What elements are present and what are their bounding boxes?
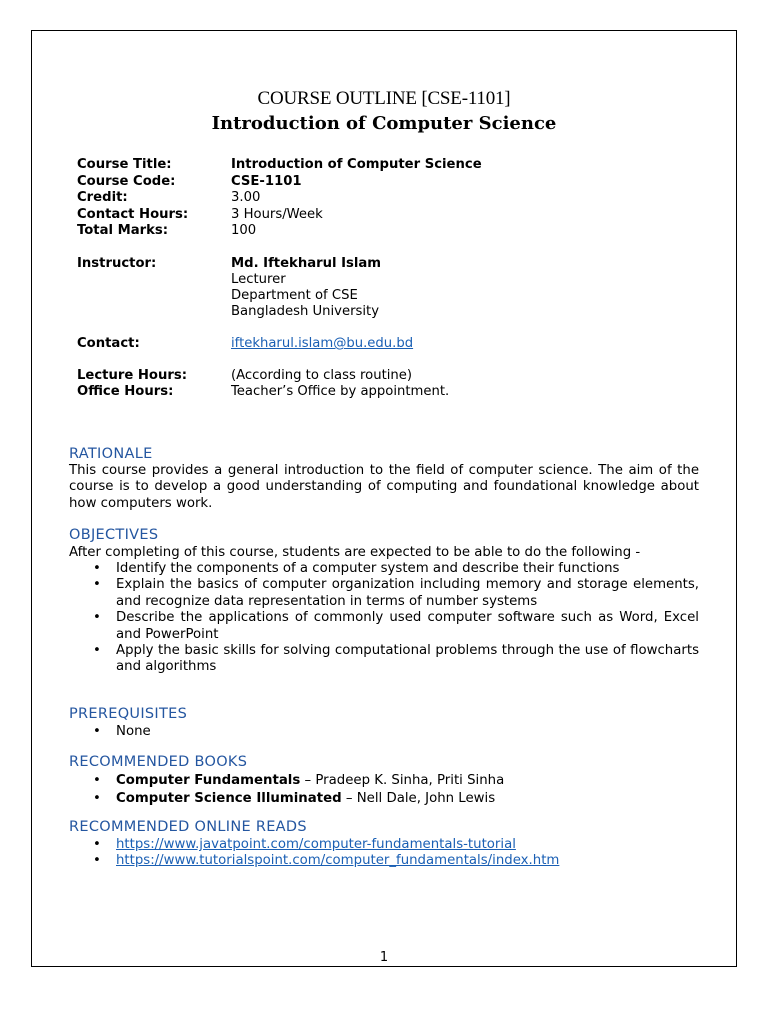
online-reads-heading: RECOMMENDED ONLINE READS <box>69 819 307 835</box>
credit-value: 3.00 <box>231 190 261 205</box>
office-hours-label: Office Hours: <box>77 384 174 399</box>
bullet-icon: • <box>93 643 101 659</box>
list-item: • Computer Science Illuminated – Nell Dale, John Lewis <box>93 790 496 806</box>
bullet-icon: • <box>93 610 101 626</box>
bullet-icon: • <box>93 561 101 576</box>
list-item <box>69 837 699 853</box>
lecture-hours-value: (According to class routine) <box>231 368 413 383</box>
course-title-value: Introduction of Computer Science <box>231 157 482 172</box>
course-code-value: CSE-1101 <box>231 174 302 189</box>
javatpoint-link[interactable]: https://www.javatpoint.com/computer-fundamentals-tutorial <box>116 837 516 852</box>
instructor-label: Instructor: <box>77 256 157 271</box>
list-item: • Explain the basics of computer organization including memory and storage elements, and recognize data representation in terms of number systems <box>93 577 699 609</box>
objectives-intro: After completing of this course, students are expected to be able to do the following - <box>69 545 641 560</box>
books-list <box>69 772 699 807</box>
books-heading: RECOMMENDED BOOKS <box>69 754 248 770</box>
objectives-heading: OBJECTIVES <box>69 527 159 543</box>
office-hours-value: Teacher’s Office by appointment. <box>231 384 450 399</box>
online-reads-list <box>69 837 699 870</box>
list-item: • Describe the applications of commonly used computer software such as Word, Excel and PowerPoint <box>93 610 699 642</box>
total-marks-value: 100 <box>231 223 257 238</box>
bullet-icon: • <box>93 724 101 739</box>
contact-email-link[interactable]: iftekharul.islam@bu.edu.bd <box>231 336 414 351</box>
list-item: • None <box>93 724 151 739</box>
contact-hours-value: 3 Hours/Week <box>231 207 323 222</box>
list-item <box>69 853 699 869</box>
list-item: • Identify the components of a computer system and describe their functions <box>93 561 620 576</box>
instructor-position: Lecturer <box>231 272 286 287</box>
bullet-icon: • <box>93 853 101 869</box>
instructor-name: Md. Iftekharul Islam <box>231 256 382 271</box>
list-item: • Computer Fundamentals – Pradeep K. Sinha, Priti Sinha <box>93 773 505 788</box>
bullet-icon: • <box>93 837 101 852</box>
bullet-icon: • <box>93 577 101 593</box>
page-subtitle: Introduction of Computer Science <box>211 113 557 134</box>
prerequisites-list <box>69 724 699 740</box>
bullet-icon: • <box>93 790 101 806</box>
instructor-department: Department of CSE <box>231 288 358 303</box>
rationale-heading: RATIONALE <box>69 446 153 462</box>
tutorialspoint-link[interactable]: https://www.tutorialspoint.com/computer_fundamentals/index.htm <box>116 853 560 869</box>
bullet-icon: • <box>93 773 101 788</box>
instructor-university: Bangladesh University <box>231 304 380 319</box>
rationale-text: This course provides a general introduction to the field of computer science. The aim of the course is to develop a good understanding of computing and foundational knowledge about how computers work. <box>69 463 699 511</box>
list-item: • Apply the basic skills for solving computational problems through the use of flowcharts and algorithms <box>93 643 699 675</box>
total-marks-label: Total Marks: <box>77 223 169 238</box>
contact-hours-label: Contact Hours: <box>77 207 189 222</box>
lecture-hours-label: Lecture Hours: <box>77 368 188 383</box>
contact-label: Contact: <box>77 336 140 351</box>
course-title-label: Course Title: <box>77 157 172 172</box>
objectives-list <box>69 561 699 676</box>
page-number: 1 <box>379 950 389 965</box>
prerequisites-heading: PREREQUISITES <box>69 706 188 722</box>
credit-label: Credit: <box>77 190 128 205</box>
page-title: COURSE OUTLINE [CSE-1101] <box>257 88 511 109</box>
course-code-label: Course Code: <box>77 174 176 189</box>
